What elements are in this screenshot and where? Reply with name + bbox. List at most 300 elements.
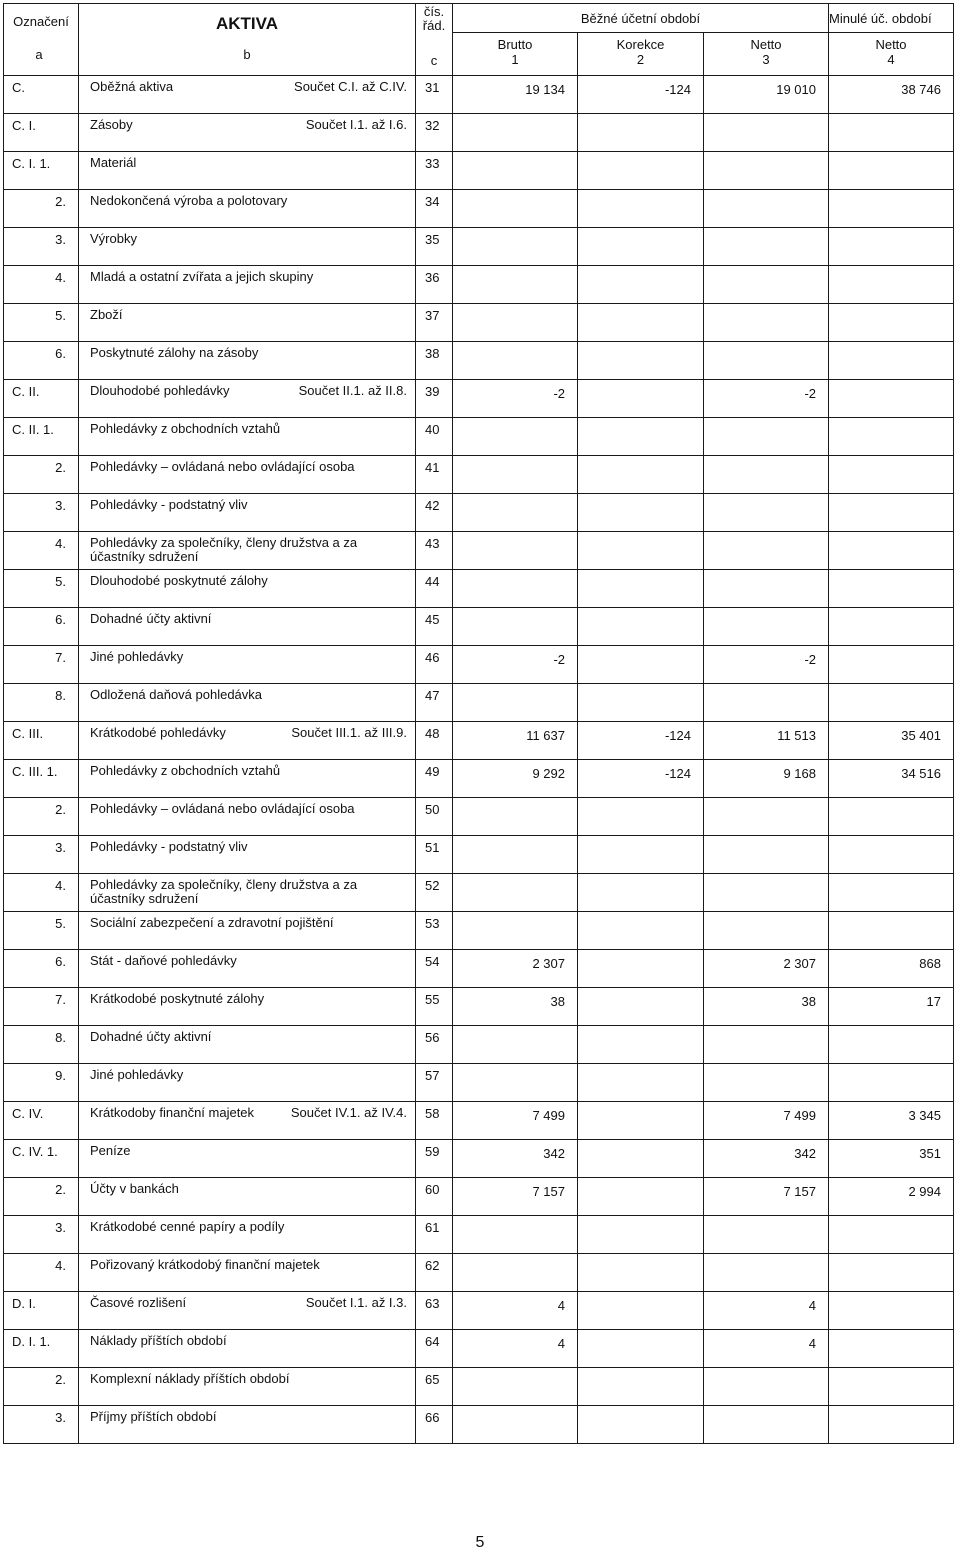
value-netto-prev — [829, 1064, 954, 1102]
row-designation — [4, 950, 79, 988]
designation-item-number: 3. — [55, 232, 66, 247]
asset-sum-note — [399, 916, 407, 930]
value-netto: 38 — [704, 988, 829, 1026]
value-brutto — [453, 1254, 578, 1292]
value-netto — [704, 494, 829, 532]
row-number: 44 — [416, 570, 453, 608]
value-netto — [704, 190, 829, 228]
value-brutto — [453, 1026, 578, 1064]
row-designation — [4, 76, 79, 114]
designation-code: C. II. 1. — [12, 422, 54, 437]
value-netto: 11 513 — [704, 722, 829, 760]
value-netto-prev — [829, 1292, 954, 1330]
table-row — [4, 608, 954, 646]
value-netto: 4 — [704, 1292, 829, 1330]
value-netto — [704, 912, 829, 950]
value-netto-prev — [829, 190, 954, 228]
value-netto-prev: 3 345 — [829, 1102, 954, 1140]
asset-name: Pohledávky - podstatný vliv — [90, 497, 248, 512]
netto-prev-header — [829, 33, 954, 76]
row-number: 51 — [416, 836, 453, 874]
table-row — [4, 1292, 954, 1330]
row-number: 55 — [416, 988, 453, 1026]
row-designation — [4, 798, 79, 836]
value-netto-prev — [829, 532, 954, 570]
designation-item-number: 7. — [55, 650, 66, 665]
value-netto — [704, 418, 829, 456]
table-row — [4, 988, 954, 1026]
row-asset-name — [79, 646, 416, 684]
value-netto — [704, 1406, 829, 1444]
table-row — [4, 1178, 954, 1216]
row-designation — [4, 190, 79, 228]
value-netto-prev — [829, 342, 954, 380]
row-asset-name — [79, 304, 416, 342]
value-brutto: 7 499 — [453, 1102, 578, 1140]
row-asset-name — [79, 494, 416, 532]
row-number: 33 — [416, 152, 453, 190]
row-number: 62 — [416, 1254, 453, 1292]
asset-name: Dohadné účty aktivní — [90, 611, 212, 626]
previous-period-header — [829, 4, 954, 33]
row-number: 45 — [416, 608, 453, 646]
row-asset-name — [79, 190, 416, 228]
asset-name: Dlouhodobé pohledávky — [90, 383, 230, 398]
value-korekce — [578, 380, 704, 418]
row-number: 37 — [416, 304, 453, 342]
designation-item-number: 2. — [55, 1182, 66, 1197]
netto-prev-title: Netto — [875, 37, 907, 52]
value-netto — [704, 874, 829, 912]
value-korekce — [578, 1368, 704, 1406]
row-asset-name — [79, 950, 416, 988]
value-netto — [704, 1254, 829, 1292]
value-netto-prev — [829, 1026, 954, 1064]
value-brutto: 9 292 — [453, 760, 578, 798]
asset-sum-note — [399, 840, 407, 854]
value-brutto: 19 134 — [453, 76, 578, 114]
row-asset-name — [79, 912, 416, 950]
value-netto-prev — [829, 304, 954, 342]
row-number: 38 — [416, 342, 453, 380]
value-korekce — [578, 152, 704, 190]
value-netto-prev — [829, 228, 954, 266]
value-netto — [704, 684, 829, 722]
row-number: 50 — [416, 798, 453, 836]
asset-name: Materiál — [90, 155, 137, 170]
asset-name: Zboží — [90, 307, 123, 322]
asset-sum-note — [399, 498, 407, 512]
value-netto: 7 157 — [704, 1178, 829, 1216]
value-brutto — [453, 798, 578, 836]
row-asset-name — [79, 760, 416, 798]
value-brutto: 2 307 — [453, 950, 578, 988]
value-brutto — [453, 1406, 578, 1444]
value-netto — [704, 1026, 829, 1064]
col-rownum-title-2: řád. — [422, 18, 446, 33]
row-number: 52 — [416, 874, 453, 912]
row-asset-name — [79, 608, 416, 646]
row-designation — [4, 646, 79, 684]
asset-name: Pohledávky – ovládaná nebo ovládající osoba — [90, 459, 355, 474]
value-netto: 342 — [704, 1140, 829, 1178]
table-row — [4, 1026, 954, 1064]
designation-item-number: 4. — [55, 270, 66, 285]
table-row — [4, 380, 954, 418]
value-brutto: 4 — [453, 1292, 578, 1330]
row-designation — [4, 874, 79, 912]
value-brutto — [453, 190, 578, 228]
asset-sum-note — [399, 422, 407, 436]
value-brutto — [453, 114, 578, 152]
table-row — [4, 190, 954, 228]
asset-name: Odložená daňová pohledávka — [90, 687, 263, 702]
value-korekce — [578, 1064, 704, 1102]
netto-title: Netto — [750, 37, 782, 52]
col-rownum-header — [416, 4, 453, 76]
value-brutto — [453, 342, 578, 380]
row-designation — [4, 114, 79, 152]
designation-item-number: 5. — [55, 916, 66, 931]
value-brutto — [453, 456, 578, 494]
value-netto-prev — [829, 836, 954, 874]
row-asset-name — [79, 1064, 416, 1102]
value-korekce — [578, 1026, 704, 1064]
row-designation — [4, 1368, 79, 1406]
row-asset-name — [79, 114, 416, 152]
table-row — [4, 228, 954, 266]
value-korekce — [578, 1254, 704, 1292]
value-korekce — [578, 342, 704, 380]
table-row — [4, 532, 954, 570]
value-korekce — [578, 418, 704, 456]
table-row — [4, 1140, 954, 1178]
row-number: 41 — [416, 456, 453, 494]
row-number: 54 — [416, 950, 453, 988]
value-korekce — [578, 912, 704, 950]
value-netto-prev: 34 516 — [829, 760, 954, 798]
designation-item-number: 9. — [55, 1068, 66, 1083]
designation-code: C. IV. 1. — [12, 1144, 58, 1159]
value-korekce — [578, 456, 704, 494]
asset-sum-note — [399, 688, 407, 702]
asset-sum-note — [399, 612, 407, 626]
row-number: 39 — [416, 380, 453, 418]
row-number: 47 — [416, 684, 453, 722]
asset-name: Pohledávky - podstatný vliv — [90, 839, 248, 854]
value-brutto — [453, 1064, 578, 1102]
previous-period-title: Minulé úč. období — [829, 10, 932, 26]
asset-sum-note — [399, 346, 407, 360]
asset-name: Krátkodoby finanční majetek — [90, 1105, 255, 1120]
value-netto: 19 010 — [704, 76, 829, 114]
row-designation — [4, 1330, 79, 1368]
row-asset-name — [79, 76, 416, 114]
value-netto — [704, 570, 829, 608]
value-netto-prev: 17 — [829, 988, 954, 1026]
row-designation — [4, 988, 79, 1026]
value-korekce — [578, 1102, 704, 1140]
table-row — [4, 950, 954, 988]
row-asset-name — [79, 418, 416, 456]
asset-name: Jiné pohledávky — [90, 1067, 184, 1082]
row-designation — [4, 418, 79, 456]
value-brutto — [453, 912, 578, 950]
value-netto — [704, 152, 829, 190]
row-designation — [4, 836, 79, 874]
asset-name: Pohledávky – ovládaná nebo ovládající osoba — [90, 801, 355, 816]
current-period-header — [453, 4, 829, 33]
col-assets-title: AKTIVA — [215, 14, 278, 33]
asset-sum-note: Součet I.1. až I.3. — [305, 1295, 407, 1310]
table-row — [4, 1216, 954, 1254]
value-korekce — [578, 1216, 704, 1254]
value-netto-prev: 868 — [829, 950, 954, 988]
row-number: 60 — [416, 1178, 453, 1216]
row-asset-name — [79, 1292, 416, 1330]
value-netto — [704, 1368, 829, 1406]
asset-sum-note — [399, 992, 407, 1006]
asset-name: Sociální zabezpečení a zdravotní pojištění — [90, 915, 334, 930]
value-netto-prev — [829, 494, 954, 532]
asset-name: Dlouhodobé poskytnuté zálohy — [90, 573, 268, 588]
row-number: 46 — [416, 646, 453, 684]
designation-item-number: 2. — [55, 194, 66, 209]
value-netto-prev — [829, 266, 954, 304]
asset-name: Poskytnuté zálohy na zásoby — [90, 345, 259, 360]
asset-sum-note — [399, 270, 407, 284]
table-row — [4, 76, 954, 114]
row-asset-name — [79, 1178, 416, 1216]
value-korekce: -124 — [578, 76, 704, 114]
value-netto-prev: 35 401 — [829, 722, 954, 760]
asset-sum-note — [399, 1030, 407, 1044]
designation-item-number: 6. — [55, 346, 66, 361]
table-row — [4, 570, 954, 608]
value-brutto: 7 157 — [453, 1178, 578, 1216]
asset-sum-note — [399, 878, 407, 906]
asset-sum-note — [399, 460, 407, 474]
row-designation — [4, 266, 79, 304]
value-netto: -2 — [704, 380, 829, 418]
asset-sum-note — [399, 574, 407, 588]
value-korekce — [578, 1292, 704, 1330]
korekce-header — [578, 33, 704, 76]
asset-name: Pohledávky z obchodních vztahů — [90, 421, 281, 436]
row-asset-name — [79, 342, 416, 380]
balance-sheet-table — [3, 3, 954, 1444]
asset-sum-note — [399, 650, 407, 664]
designation-item-number: 5. — [55, 574, 66, 589]
brutto-title: Brutto — [497, 37, 533, 52]
row-number: 57 — [416, 1064, 453, 1102]
row-number: 31 — [416, 76, 453, 114]
designation-code: C. III. 1. — [12, 764, 58, 779]
row-number: 35 — [416, 228, 453, 266]
col-designation-title: Označení — [13, 14, 69, 29]
col-designation-sub: a — [35, 47, 43, 62]
asset-name: Stát - daňové pohledávky — [90, 953, 237, 968]
value-korekce — [578, 950, 704, 988]
value-netto — [704, 342, 829, 380]
row-asset-name — [79, 266, 416, 304]
asset-name: Jiné pohledávky — [90, 649, 184, 664]
value-korekce — [578, 494, 704, 532]
table-row — [4, 1406, 954, 1444]
asset-sum-note — [399, 1220, 407, 1234]
table-row — [4, 418, 954, 456]
value-brutto — [453, 228, 578, 266]
value-brutto — [453, 608, 578, 646]
value-brutto: 4 — [453, 1330, 578, 1368]
asset-sum-note — [399, 194, 407, 208]
row-designation — [4, 1292, 79, 1330]
table-row — [4, 722, 954, 760]
value-netto-prev — [829, 456, 954, 494]
row-designation — [4, 494, 79, 532]
row-designation — [4, 532, 79, 570]
asset-name: Nedokončená výroba a polotovary — [90, 193, 288, 208]
value-netto-prev — [829, 1368, 954, 1406]
value-netto-prev — [829, 684, 954, 722]
designation-item-number: 5. — [55, 308, 66, 323]
value-netto-prev — [829, 798, 954, 836]
row-asset-name — [79, 722, 416, 760]
value-netto — [704, 608, 829, 646]
row-asset-name — [79, 456, 416, 494]
table-row — [4, 760, 954, 798]
value-netto-prev — [829, 1216, 954, 1254]
value-brutto — [453, 304, 578, 342]
asset-sum-note — [399, 1068, 407, 1082]
table-row — [4, 1330, 954, 1368]
row-number: 64 — [416, 1330, 453, 1368]
row-asset-name — [79, 1368, 416, 1406]
designation-item-number: 2. — [55, 460, 66, 475]
asset-name: Časové rozlišení — [90, 1295, 187, 1310]
asset-name: Náklady příštích období — [90, 1333, 227, 1348]
value-netto-prev: 2 994 — [829, 1178, 954, 1216]
row-number: 36 — [416, 266, 453, 304]
value-brutto: -2 — [453, 380, 578, 418]
designation-code: C. — [12, 80, 25, 95]
value-netto — [704, 1216, 829, 1254]
value-korekce — [578, 1140, 704, 1178]
row-asset-name — [79, 836, 416, 874]
row-designation — [4, 228, 79, 266]
value-netto-prev — [829, 380, 954, 418]
asset-sum-note — [399, 1410, 407, 1424]
row-designation — [4, 1140, 79, 1178]
designation-code: C. I. — [12, 118, 36, 133]
value-netto-prev — [829, 570, 954, 608]
current-period-title: Běžné účetní období — [580, 10, 701, 26]
value-korekce — [578, 798, 704, 836]
row-asset-name — [79, 1254, 416, 1292]
value-korekce — [578, 570, 704, 608]
row-designation — [4, 380, 79, 418]
row-number: 43 — [416, 532, 453, 570]
korekce-title: Korekce — [616, 37, 665, 52]
row-asset-name — [79, 1140, 416, 1178]
row-number: 49 — [416, 760, 453, 798]
asset-name: Mladá a ostatní zvířata a jejich skupiny — [90, 269, 314, 284]
designation-item-number: 6. — [55, 612, 66, 627]
table-row — [4, 456, 954, 494]
value-korekce — [578, 1330, 704, 1368]
row-number: 32 — [416, 114, 453, 152]
designation-item-number: 7. — [55, 992, 66, 1007]
col-rownum-sub: c — [430, 53, 438, 68]
netto-header — [704, 33, 829, 76]
row-asset-name — [79, 988, 416, 1026]
row-designation — [4, 722, 79, 760]
asset-sum-note: Součet III.1. až III.9. — [291, 725, 407, 740]
asset-sum-note: Součet I.1. až I.6. — [305, 117, 407, 132]
row-designation — [4, 570, 79, 608]
value-korekce: -124 — [578, 722, 704, 760]
designation-code: D. I. — [12, 1296, 36, 1311]
row-designation — [4, 1102, 79, 1140]
table-row — [4, 1368, 954, 1406]
value-netto-prev — [829, 1406, 954, 1444]
row-asset-name — [79, 684, 416, 722]
row-designation — [4, 1178, 79, 1216]
table-row — [4, 494, 954, 532]
asset-sum-note — [399, 954, 407, 968]
value-netto — [704, 532, 829, 570]
value-netto — [704, 114, 829, 152]
asset-sum-note — [399, 802, 407, 816]
row-number: 63 — [416, 1292, 453, 1330]
asset-name: Zásoby — [90, 117, 133, 132]
value-netto — [704, 304, 829, 342]
table-row — [4, 342, 954, 380]
value-korekce — [578, 228, 704, 266]
table-row — [4, 646, 954, 684]
table-row — [4, 1102, 954, 1140]
col-designation-header — [4, 4, 79, 76]
value-korekce — [578, 874, 704, 912]
row-asset-name — [79, 152, 416, 190]
asset-name: Účty v bankách — [90, 1181, 179, 1196]
value-netto-prev — [829, 152, 954, 190]
row-designation — [4, 304, 79, 342]
col-assets-sub: b — [243, 47, 251, 62]
row-designation — [4, 342, 79, 380]
page-number: 5 — [475, 1534, 485, 1551]
asset-sum-note: Součet II.1. až II.8. — [298, 383, 407, 398]
row-designation — [4, 760, 79, 798]
row-asset-name — [79, 380, 416, 418]
value-netto-prev — [829, 912, 954, 950]
table-row — [4, 152, 954, 190]
brutto-header — [453, 33, 578, 76]
designation-item-number: 3. — [55, 1410, 66, 1425]
table-row — [4, 684, 954, 722]
value-netto-prev: 38 746 — [829, 76, 954, 114]
value-brutto — [453, 570, 578, 608]
header-row-1 — [4, 4, 954, 33]
designation-item-number: 3. — [55, 498, 66, 513]
row-asset-name — [79, 1330, 416, 1368]
asset-sum-note — [399, 1144, 407, 1158]
value-brutto — [453, 532, 578, 570]
table-row — [4, 1254, 954, 1292]
value-netto — [704, 228, 829, 266]
asset-name: Komplexní náklady příštích období — [90, 1371, 290, 1386]
asset-sum-note — [399, 156, 407, 170]
